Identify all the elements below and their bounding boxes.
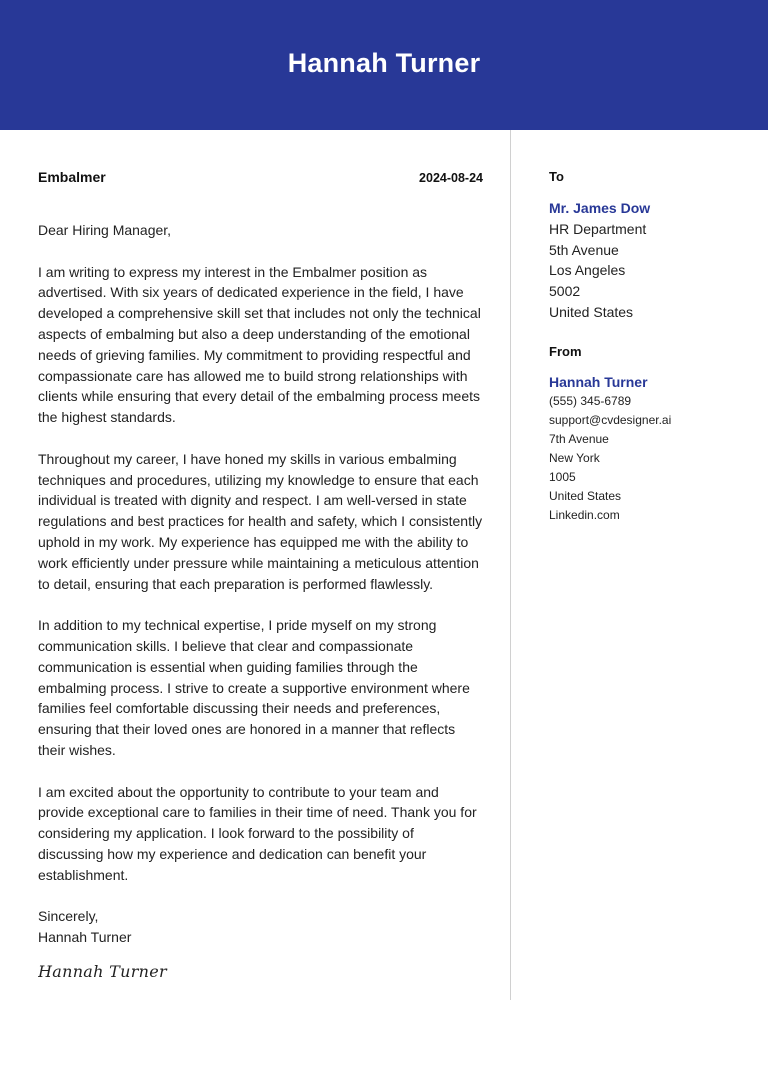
to-heading: To (549, 169, 564, 184)
column-divider (510, 130, 511, 1000)
closing (38, 906, 483, 948)
sender-linkedin: Linkedin.com (549, 507, 620, 522)
signature-text: Hannah Turner (38, 961, 167, 981)
recipient-name: Mr. James Dow (549, 200, 651, 216)
paragraph-1: I am writing to express my interest in the Embalmer position as advertised. With six years of dedicated experience in the field, I have developed a comprehensive skill set that includes not only the technical aspects of embalming but also a deep understanding of the emotional needs of grieving families. My commitment to providing respectful and compassionate care has allowed me to build strong relationships with clients while ensuring that every detail of the embalming process meets the highest standards. (38, 263, 481, 426)
recipient-city: Los Angeles (549, 262, 626, 279)
letter-body (38, 169, 483, 984)
handwritten-signature (38, 958, 188, 984)
closing-name: Hannah Turner (38, 929, 132, 946)
applicant-name: Hannah Turner (287, 47, 481, 78)
recipient-street: 5th Avenue (549, 241, 619, 258)
greeting: Dear Hiring Manager, (38, 222, 172, 238)
recipient-postal-code: 5002 (549, 283, 581, 300)
sender-street: 7th Avenue (549, 431, 609, 446)
recipient-country: United States (549, 303, 634, 320)
sender-city: New York (549, 450, 600, 465)
sender-postal-code: 1005 (549, 469, 576, 484)
paragraph-4: I am excited about the opportunity to contribute to your team and provide exceptional care to families in their time of need. Thank you for considering my application. I look forward to the possibility of discussing how my experience and dedication can benefit your establishment. (38, 783, 477, 883)
letter-meta (38, 169, 483, 189)
header-banner (0, 0, 768, 130)
recipient-department: HR Department (549, 220, 647, 237)
closing-salutation: Sincerely, (38, 908, 99, 925)
address-sidebar (549, 168, 749, 525)
from-heading: From (549, 343, 582, 359)
job-title: Embalmer (38, 169, 106, 185)
letter-date: 2024-08-24 (419, 171, 483, 185)
paragraph-2: Throughout my career, I have honed my skills in various embalming techniques and procedures, utilizing my knowledge to ensure that each individual is treated with dignity and respect. I am well-versed in state regulations and best practices for health and safety, which I consistently uphold in my work. My experience has equipped me with the ability to work efficiently under pressure while maintaining a meticulous attention to detail, ensuring that each preparation is performed flawlessly. (38, 450, 483, 592)
sender-country: United States (549, 488, 622, 503)
sender-email: support@cvdesigner.ai (549, 412, 672, 427)
paragraph-3: In addition to my technical expertise, I pride myself on my strong communication skills. I believe that clear and compassionate communication is essential when guiding families through the embalming process. I strive to create a supportive environment where families feel comfortable discussing their needs and preferences, ensuring that their loved ones are honored in a manner that reflects their wishes. (38, 617, 470, 758)
sender-phone: (555) 345-6789 (549, 393, 632, 408)
sender-name: Hannah Turner (549, 373, 648, 390)
